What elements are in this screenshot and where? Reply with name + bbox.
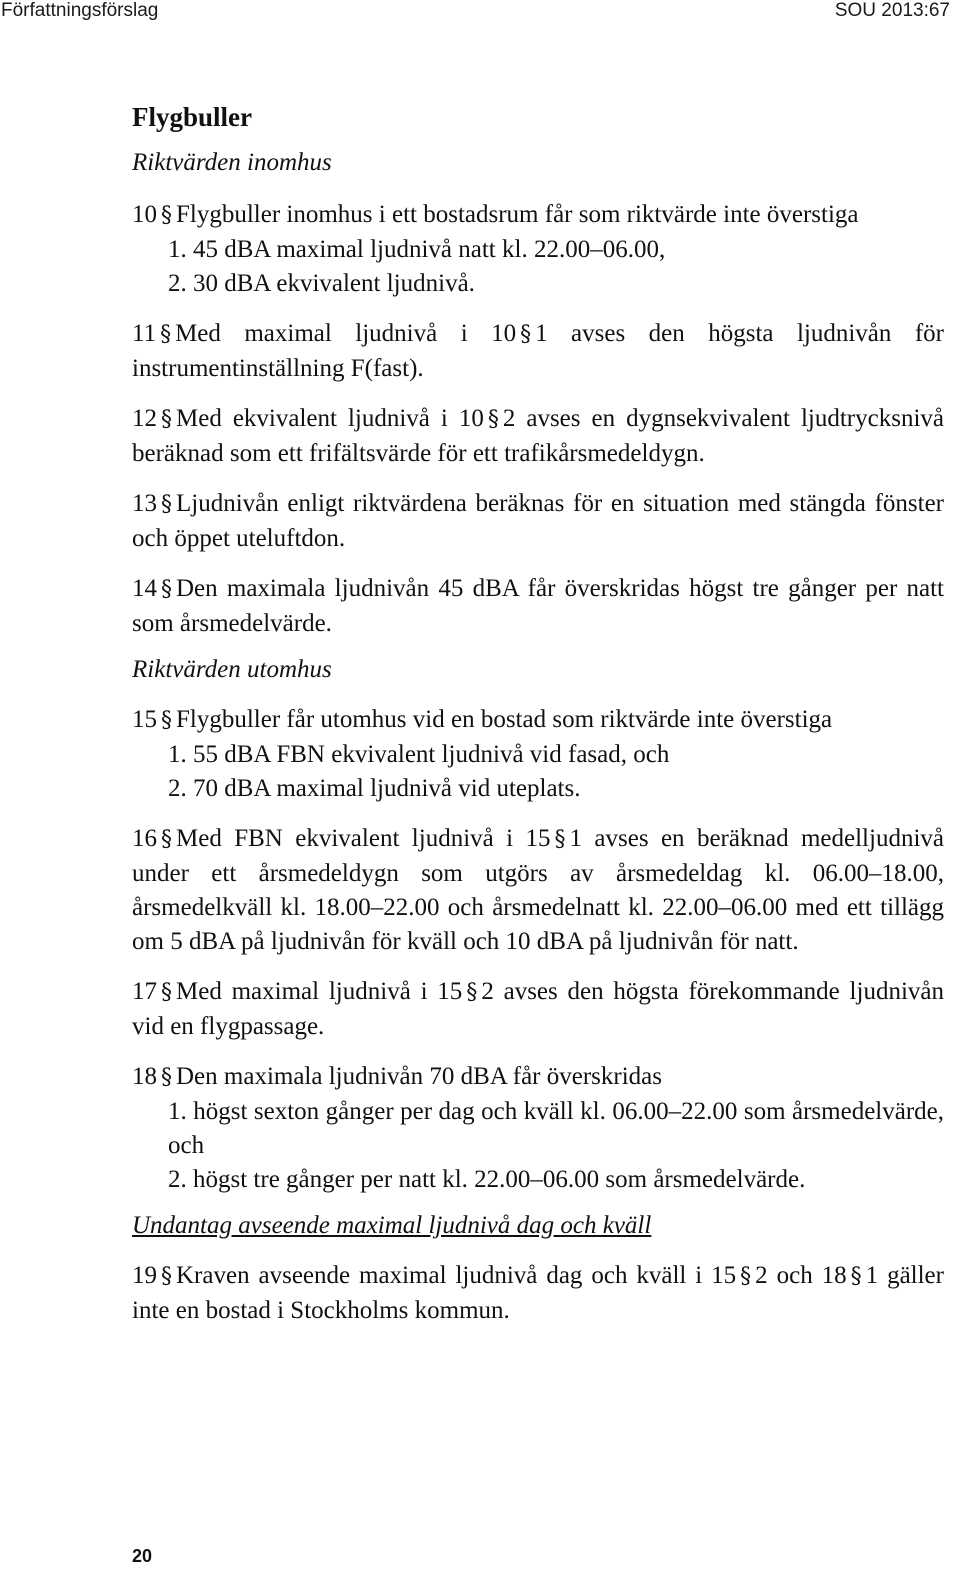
- paragraph-number: 12: [132, 405, 157, 432]
- subheading-indoor: Riktvärden inomhus: [132, 149, 332, 176]
- list-item: 1. 55 dBA FBN ekvivalent ljudnivå vid fasad, och: [168, 741, 670, 768]
- paragraph-number: 10: [132, 201, 157, 228]
- section-sign-icon: §: [161, 827, 172, 852]
- subheading-outdoor: Riktvärden utomhus: [132, 656, 332, 683]
- list-item: 2. 30 dBA ekvivalent ljudnivå.: [168, 270, 475, 297]
- page-number: 20: [132, 1546, 153, 1566]
- paragraph-number: 17: [132, 978, 157, 1005]
- paragraph-number: 13: [132, 490, 157, 517]
- paragraph-18: [132, 1060, 944, 1197]
- section-sign-icon: §: [161, 980, 172, 1005]
- paragraph-number: 19: [132, 1262, 157, 1289]
- paragraph-text: Med maximal ljudnivå i 15: [176, 978, 463, 1005]
- section-sign-icon: §: [161, 492, 172, 517]
- section-sign-icon: §: [161, 1264, 172, 1289]
- section-sign-icon: §: [466, 980, 478, 1005]
- paragraph-11: [132, 317, 944, 386]
- section-sign-icon: §: [161, 1065, 172, 1090]
- section-title: Flygbuller: [132, 102, 252, 132]
- item-list: [132, 738, 944, 806]
- section-sign-icon: §: [161, 708, 172, 733]
- paragraph-text: Flygbuller inomhus i ett bostadsrum får som riktvärde inte överstiga: [176, 201, 859, 228]
- document-body: [132, 92, 944, 1328]
- paragraph-text: 1 gäller inte en bostad i Stockholms kommun.: [132, 1262, 944, 1324]
- section-sign-icon: §: [850, 1264, 862, 1289]
- paragraph-text: 2 och 18: [755, 1262, 847, 1289]
- section-sign-icon: §: [160, 322, 172, 347]
- list-item: 1. högst sexton gånger per dag och kväll kl. 06.00–22.00 som årsmedelvärde, och: [168, 1098, 944, 1159]
- item-list: [132, 233, 944, 301]
- section-sign-icon: §: [161, 203, 172, 228]
- paragraph-16: [132, 822, 944, 959]
- paragraph-text: Den maximala ljudnivån 45 dBA får överskridas högst tre gånger per natt som årsmedelvärde.: [132, 575, 944, 637]
- list-item: 2. 70 dBA maximal ljudnivå vid uteplats.: [168, 775, 581, 802]
- subheading-exception: Undantag avseende maximal ljudnivå dag och kväll: [132, 1212, 652, 1239]
- page-header: [0, 0, 960, 22]
- paragraph-10: [132, 198, 944, 301]
- section-sign-icon: §: [161, 577, 172, 602]
- paragraph-number: 11: [132, 320, 157, 347]
- paragraph-text: Med FBN ekvivalent ljudnivå i 15: [176, 825, 551, 852]
- section-sign-icon: §: [487, 407, 499, 432]
- paragraph-13: [132, 487, 944, 556]
- paragraph-text: 2 avses en dygnsekvivalent ljudtrycksnivå beräknad som ett frifältsvärde för ett trafikårsmedeldygn.: [132, 405, 944, 467]
- paragraph-number: 16: [132, 825, 157, 852]
- running-header-chapter: Författningsförslag: [1, 0, 159, 21]
- paragraph-number: 14: [132, 575, 157, 602]
- paragraph-text: Den maximala ljudnivån 70 dBA får överskridas: [176, 1063, 662, 1090]
- section-sign-icon: §: [740, 1264, 752, 1289]
- paragraph-19: [132, 1259, 944, 1328]
- paragraph-text: 2 avses den högsta förekommande ljudnivån vid en flygpassage.: [132, 978, 944, 1040]
- section-sign-icon: §: [554, 827, 566, 852]
- paragraph-text: 1 avses en beräknad medelljudnivå under ett årsmedeldygn som utgörs av årsmedeldag kl. 06.00–18.00, årsmedelkväll kl. 18.00–22.00 och årsmedelnatt kl. 22.00–06.00 med ett tillägg om 5 dBA på ljudnivån för kväll och 10 dBA på ljudnivån för natt.: [132, 825, 944, 955]
- paragraph-text: Med maximal ljudnivå i 10: [175, 320, 517, 347]
- paragraph-text: Med ekvivalent ljudnivå i 10: [176, 405, 484, 432]
- paragraph-text: Flygbuller får utomhus vid en bostad som riktvärde inte överstiga: [176, 706, 833, 733]
- paragraph-number: 18: [132, 1063, 157, 1090]
- section-sign-icon: §: [520, 322, 532, 347]
- paragraph-number: 15: [132, 706, 157, 733]
- paragraph-17: [132, 975, 944, 1044]
- list-item: 2. högst tre gånger per natt kl. 22.00–06.00 som årsmedelvärde.: [168, 1166, 806, 1193]
- running-header-report-id: SOU 2013:67: [834, 0, 950, 21]
- list-item: 1. 45 dBA maximal ljudnivå natt kl. 22.00–06.00,: [168, 236, 666, 263]
- paragraph-14: [132, 572, 944, 641]
- section-sign-icon: §: [161, 407, 172, 432]
- paragraph-text: 1 avses den högsta ljudnivån för instrumentinställning F(fast).: [132, 320, 944, 382]
- paragraph-12: [132, 402, 944, 471]
- paragraph-text: Kraven avseende maximal ljudnivå dag och kväll i 15: [176, 1262, 737, 1289]
- paragraph-text: Ljudnivån enligt riktvärdena beräknas för en situation med stängda fönster och öppet uteluftdon.: [132, 490, 944, 552]
- item-list: [132, 1095, 944, 1197]
- paragraph-15: [132, 703, 944, 806]
